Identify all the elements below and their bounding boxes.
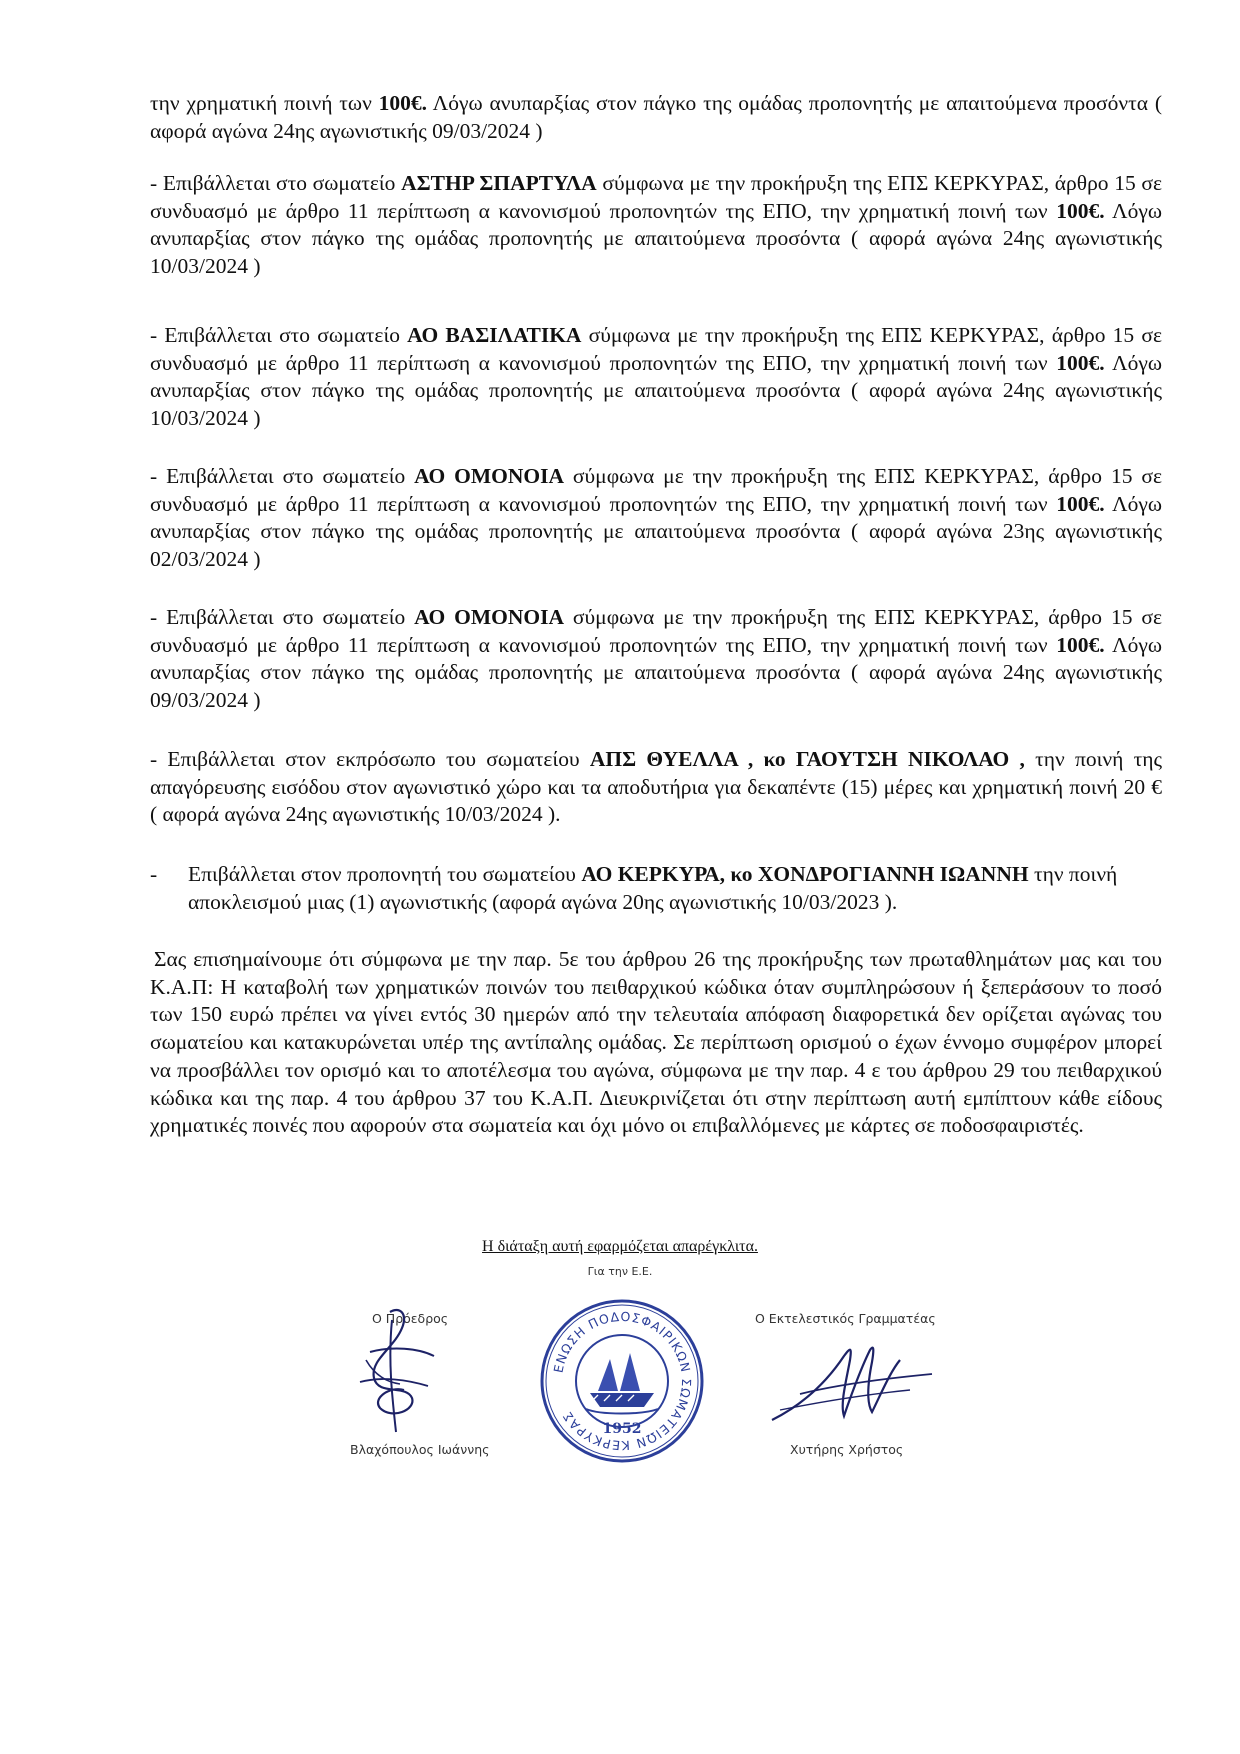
- paragraph-text: Επιβάλλεται στον προπονητή του σωματείου: [188, 862, 582, 886]
- club-name: ΑΠΣ ΘΥΕΛΛΑ , κο ΓΑΟΥΤΣΗ ΝΙΚΟΛΑΟ ,: [589, 747, 1025, 771]
- secretary-title: Ο Εκτελεστικός Γραμματέας: [755, 1311, 936, 1326]
- paragraph-text: σύμφωνα με την προκήρυξη της ΕΠΣ ΚΕΡΚΥΡΑΣ, άρθρο 15 σε συνδυασμό με άρθρο 11 περίπτωση α κανονισμού προπονητών της ΕΠΟ, την χρηματική ποινή των: [150, 605, 1162, 657]
- paragraph-text: - Επιβάλλεται στον εκπρόσωπο του σωματείου: [150, 747, 590, 771]
- club-name: ΑΟ ΟΜΟΝΟΙΑ: [414, 464, 564, 488]
- paragraph-text: Λόγω ανυπαρξίας στον πάγκο της ομάδας προπονητής με απαιτούμενα προσόντα ( αφορά αγώνα 24ης αγωνιστικής 09/03/2024 ): [150, 91, 1162, 143]
- paragraph-text: Λόγω ανυπαρξίας στον πάγκο της ομάδας προπονητής με απαιτούμενα προσόντα ( αφορά αγώνα 24ης αγωνιστικής 09/03/2024 ): [150, 632, 1162, 712]
- president-name: Βλαχόπουλος Ιωάννης: [350, 1442, 490, 1457]
- for-board-label: Για την Ε.Ε.: [587, 1265, 653, 1278]
- paragraph-text: σύμφωνα με την προκήρυξη της ΕΠΣ ΚΕΡΚΥΡΑΣ, άρθρο 15 σε συνδυασμό με άρθρο 11 περίπτωση α κανονισμού προπονητών της ΕΠΟ, την χρηματική ποινή των: [150, 323, 1162, 375]
- penalty-paragraph-ao-vasilatika: [150, 322, 1162, 432]
- president-signature: [330, 1300, 470, 1440]
- paragraph-text: την ποινή αποκλεισμού μιας (1) αγωνιστικής (αφορά αγώνα 20ης αγωνιστικής 10/03/2023 ).: [188, 862, 1118, 914]
- club-name: ΑΣΤΗΡ ΣΠΑΡΤΥΛΑ: [401, 171, 597, 195]
- club-name: ΑΟ ΟΜΟΝΟΙΑ: [414, 605, 564, 629]
- paragraph-text: την ποινή της απαγόρευσης εισόδου στον αγωνιστικό χώρο και τα αποδυτήρια για δεκαπέντε (15) μέρες και χρηματική ποινή 20 € ( αφορά αγώνα 24ης αγωνιστικής 10/03/2024 ).: [150, 747, 1162, 826]
- paragraph-text: Λόγω ανυπαρξίας στον πάγκο της ομάδας προπονητής με απαιτούμενα προσόντα ( αφορά αγώνα 23ης αγωνιστικής 02/03/2024 ): [150, 491, 1162, 571]
- penalty-paragraph-continuation: [150, 90, 1162, 145]
- paragraph-text: την χρηματική ποινή των: [150, 91, 379, 115]
- paragraph-text: - Επιβάλλεται στο σωματείο: [150, 605, 415, 629]
- penalty-item-text: [188, 860, 1162, 916]
- paragraph-text: - Επιβάλλεται στο σωματείο: [150, 323, 408, 347]
- payment-notice-paragraph: Σας επισημαίνουμε ότι σύμφωνα με την παρ. 5ε του άρθρου 26 της προκήρυξης των πρωταθλημάτων μας και του Κ.Α.Π: Η καταβολή των χρηματικών ποινών του πειθαρχικού κώδικα όταν συμπληρώσουν ή ξεπεράσουν το ποσό των 150 ευρώ πρέπει να γίνει εντός 30 ημερών από την τελευταία απόφαση διαφορετικά δεν ορίζεται αγώνας του σωματείου και κατακυρώνεται υπέρ της αντίπαλης ομάδας. Σε περίπτωση ορισμού ο έχων έννομο συμφέρον μπορεί να προσβάλλει τον ορισμό και το αποτέλεσμα του αγώνα, σύμφωνα με την παρ. 4 ε του άρθρου 29 του πειθαρχικού κώδικα και της παρ. 4 του άρθρου 37 του Κ.Α.Π. Διευκρινίζεται ότι στην περίπτωση αυτή εμπίπτουν κάθε είδους χρηματικές ποινές που αφορούν στα σωματεία και όχι μόνο οι επιβαλλόμενες με κάρτες σε ποδοσφαιριστές.: [150, 947, 1162, 1138]
- paragraph-text: σύμφωνα με την προκήρυξη της ΕΠΣ ΚΕΡΚΥΡΑΣ, άρθρο 15 σε συνδυασμό με άρθρο 11 περίπτωση α κανονισμού προπονητών της ΕΠΟ, την χρηματική ποινή των: [150, 464, 1162, 516]
- secretary-signature: [760, 1320, 940, 1440]
- penalty-item-ao-kerkyra: [150, 860, 1162, 916]
- paragraph-text: - Επιβάλλεται στο σωματείο: [150, 464, 415, 488]
- penalty-paragraph-aps-thyella: [150, 746, 1162, 829]
- club-name: ΑΟ ΚΕΡΚΥΡΑ, κο ΧΟΝΔΡΟΓΙΑΝΝΗ ΙΩΑΝΝΗ: [581, 862, 1029, 886]
- union-seal-stamp: [538, 1297, 706, 1465]
- penalty-paragraph-ao-omonoia-2: [150, 604, 1162, 714]
- penalty-paragraph-astir-spartyla: [150, 170, 1162, 280]
- list-dash: -: [150, 862, 158, 886]
- penalty-amount: 100€.: [378, 91, 428, 115]
- paragraph-text: Λόγω ανυπαρξίας στον πάγκο της ομάδας προπονητής με απαιτούμενα προσόντα ( αφορά αγώνα 24ης αγωνιστικής 10/03/2024 ): [150, 350, 1162, 430]
- secretary-name: Χυτήρης Χρήστος: [790, 1442, 904, 1457]
- paragraph-text: - Επιβάλλεται στο σωματείο: [150, 171, 402, 195]
- penalty-paragraph-ao-omonoia-1: [150, 463, 1162, 573]
- paragraph-text: σύμφωνα με την προκήρυξη της ΕΠΣ ΚΕΡΚΥΡΑΣ, άρθρο 15 σε συνδυασμό με άρθρο 11 περίπτωση α κανονισμού προπονητών της ΕΠΟ, την χρηματική ποινή των: [150, 171, 1162, 223]
- president-title: Ο Πρόεδρος: [372, 1311, 449, 1326]
- directive-line: Η διάταξη αυτή εφαρμόζεται απαρέγκλιτα.: [482, 1238, 758, 1255]
- club-name: ΑΟ ΒΑΣΙΛΑΤΙΚΑ: [407, 323, 582, 347]
- seal-circular-text: ΕΝΩΣΗ ΠΟΔΟΣΦΑΙΡΙΚΩΝ ΣΩΜΑΤΕΙΩΝ ΚΕΡΚΥΡΑΣ: [550, 1308, 695, 1454]
- penalty-amount: 100€.: [1056, 198, 1105, 223]
- penalty-amount: 100€.: [1056, 350, 1105, 375]
- penalty-amount: 100€.: [1056, 632, 1105, 657]
- seal-year: 1952: [602, 1421, 642, 1437]
- penalty-amount: 100€.: [1056, 491, 1105, 516]
- paragraph-text: Λόγω ανυπαρξίας στον πάγκο της ομάδας προπονητής με απαιτούμενα προσόντα ( αφορά αγώνα 24ης αγωνιστικής 10/03/2024 ): [150, 198, 1162, 278]
